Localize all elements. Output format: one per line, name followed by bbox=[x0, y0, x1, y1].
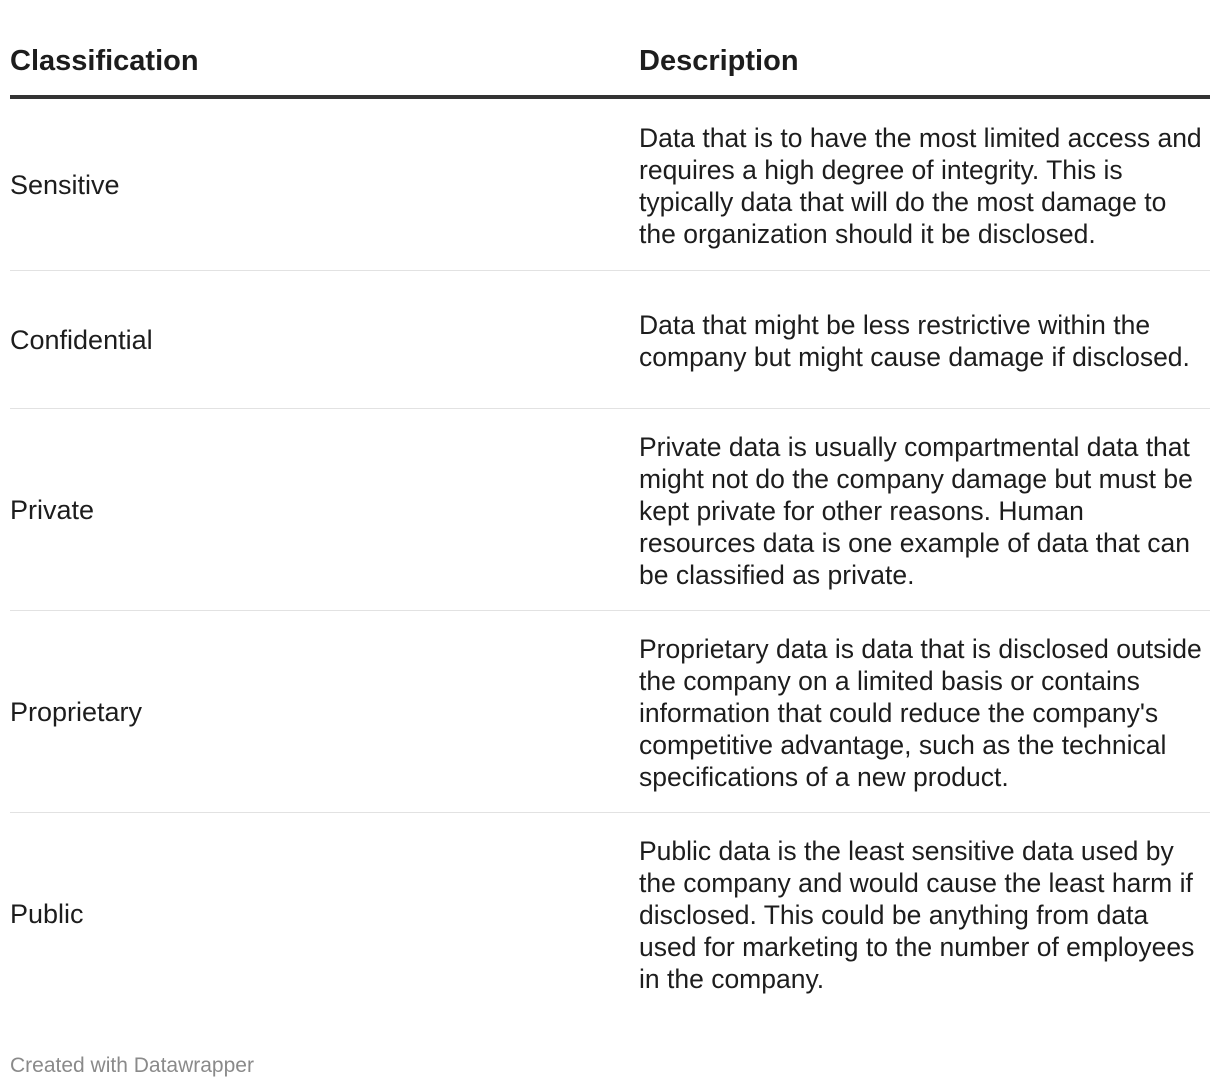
row-description: Private data is usually compartmental data that might not do the company damage but must be kept private for other reasons. Human resources data is one example of data that can be classified as private. bbox=[639, 431, 1193, 590]
header-classification: Classification bbox=[10, 45, 199, 77]
row-description: Public data is the least sensitive data used by the company and would cause the least harm if disclosed. This could be anything from data used for marketing to the number of employees in the company. bbox=[639, 836, 1195, 994]
table-row bbox=[10, 271, 1210, 409]
table-row bbox=[10, 409, 1210, 611]
row-description: Proprietary data is data that is disclosed outside the company on a limited basis or contains information that could reduce the company's competitive advantage, such as the technical specifications of a new product. bbox=[639, 633, 1202, 792]
table-header bbox=[10, 0, 1210, 99]
row-classification: Private bbox=[10, 494, 95, 525]
row-description: Data that is to have the most limited access and requires a high degree of integrity. This is typically data that will do the most damage to the organization should it be disclosed. bbox=[639, 122, 1202, 249]
row-classification: Confidential bbox=[10, 324, 153, 355]
table-row bbox=[10, 813, 1210, 1015]
row-description: Data that might be less restrictive within the company but might cause damage if disclosed. bbox=[639, 309, 1190, 372]
row-classification: Public bbox=[10, 899, 84, 929]
data-classification-table bbox=[10, 0, 1210, 1015]
header-description: Description bbox=[639, 45, 799, 77]
table-row bbox=[10, 99, 1210, 271]
row-classification: Sensitive bbox=[10, 169, 120, 200]
table-row bbox=[10, 611, 1210, 813]
datawrapper-credit-link[interactable]: Created with Datawrapper bbox=[10, 1054, 254, 1077]
row-classification: Proprietary bbox=[10, 696, 143, 727]
